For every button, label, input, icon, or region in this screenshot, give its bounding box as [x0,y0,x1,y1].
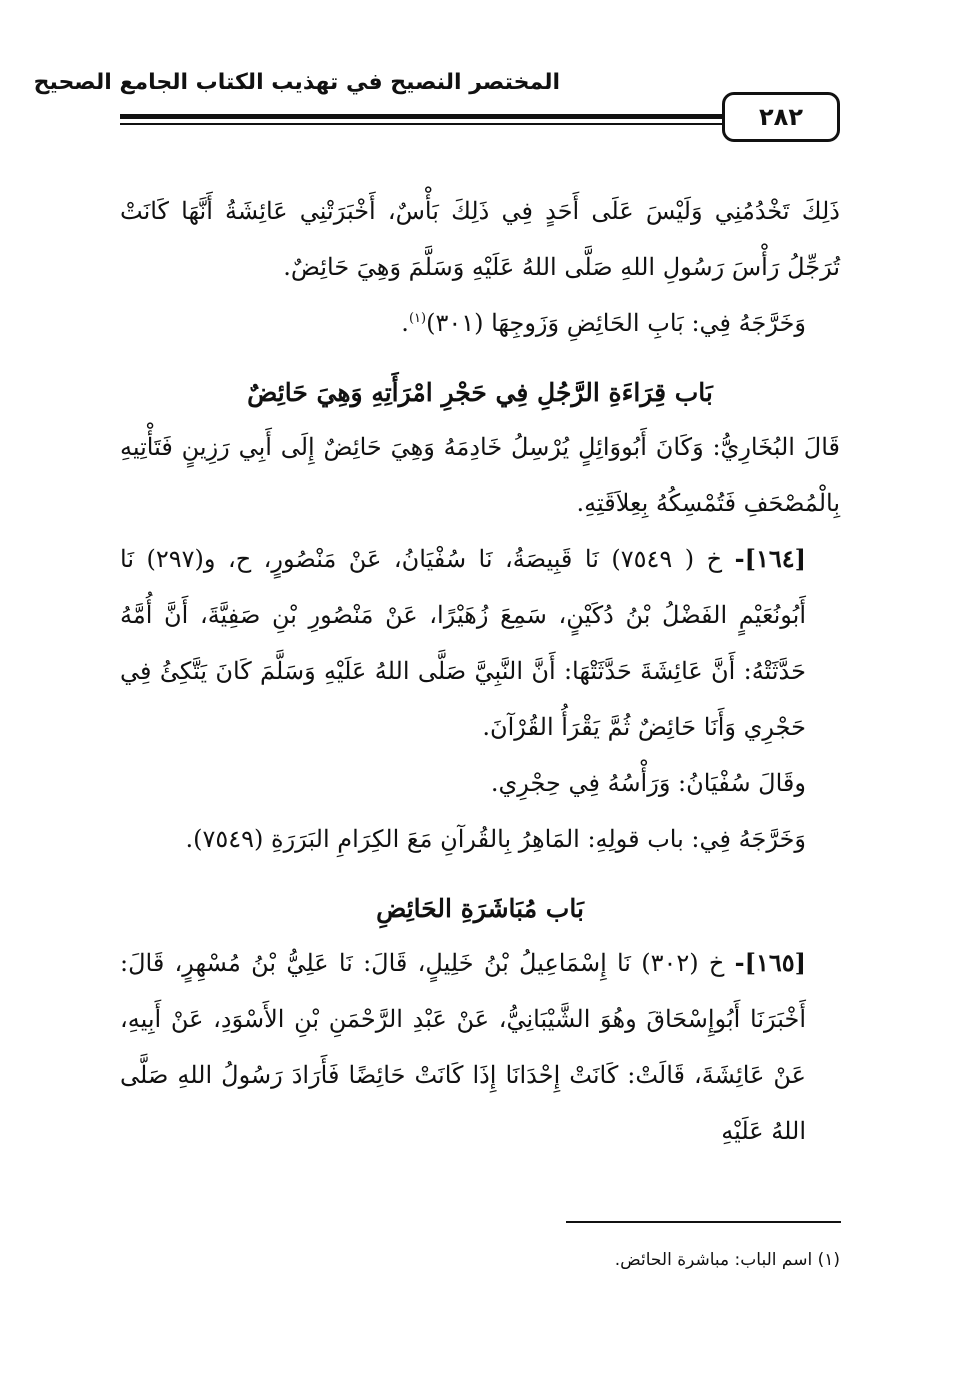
chapter-heading-2: بَاب مُبَاشَرَةِ الحَائِضِ [376,894,584,923]
footnote-marker: (١) [408,311,427,326]
hadith-164 [120,531,840,755]
takhrij-text: وَخَرَّجَهُ فِي: بَابِ الحَائِضِ وَزَوجِهَا (٣٠١) [426,309,806,337]
hadith-number: [١٦٤]- [734,544,806,573]
hadith-text: خ ( ٧٥٤٩) نَا قَبِيصَةُ، نَا سُفْيَانُ، عَنْ مَنْصُورٍ، ح، و(٢٩٧) نَا أَبُونُعَيْمٍ الفَضْلُ بْنُ دُكَيْنٍ، سَمِعَ زُهَيْرًا، عَنْ مَنْصُورِ بْنِ صَفِيَّةَ، أَنَّ أُمَّهُ حَدَّثَتْهُ: أَنَّ عَائِشَةَ حَدَّثَتْهَا: أَنَّ النَّبِيَّ صَلَّى اللهُ عَلَيْهِ وَسَلَّمَ كَانَ يَتَّكِئُ فِي حَجْرِي وَأَنَا حَائِضٌ ثُمَّ يَقْرَأُ القُرْآنَ. [120,545,806,741]
hadith-number-2: [١٦٥]- [734,948,806,977]
footnote: (١) اسم الباب: مباشرة الحائض. [614,1250,840,1270]
page-number: ٢٨٢ [722,92,840,142]
takhrij-end: . [401,309,409,337]
paragraph-sufyan: وقَالَ سُفْيَانُ: وَرَأْسُهُ فِي حِجْرِي. [490,769,806,797]
hadith-text-2: خ (٣٠٢) نَا إِسْمَاعِيلُ بْنُ خَلِيلٍ، قَالَ: نَا عَلِيُّ بْنُ مُسْهِرٍ، قَالَ: أَخْبَرَنَا أَبُوإِسْحَاقَ وهُوَ الشَّيْبَانِيُّ، عَنْ عَبْدِ الرَّحْمَنِ بْنِ الأَسْوَدِ، عَنْ أَبِيهِ، عَنْ عَائِشَةَ، قَالَتْ: كَانَتْ إِحْدَانَا إِذَا كَانَتْ حَائِضًا فَأَرَادَ رَسُولُ اللهِ صَلَّى اللهُ عَلَيْهِ [120,949,806,1145]
chapter-heading: بَاب قِرَاءَةِ الرَّجُلِ فِي حَجْرِ امْرَأَتِهِ وَهِيَ حَائِضٌ [247,378,713,407]
paragraph-takhrij [120,295,840,351]
running-title: المختصر النصيح في تهذيب الكتاب الجامع الصحيح [33,70,560,95]
paragraph-bukhari-note: قَالَ البُخَارِيُّ: وَكَانَ أَبُووَائِلٍ يُرْسِلُ خَادِمَهُ وَهِيَ حَائِضٌ إِلَى أَبِي رَزِينٍ فَتَأْتِيهِ بِالْمُصْحَفِ فَتُمْسِكُهُ بِعِلاَقَتِهِ. [120,433,840,517]
paragraph-continuation: ذَلِكَ تَخْدُمُنِي وَلَيْسَ عَلَى أَحَدٍ فِي ذَلِكَ بَأْسٌ، أَخْبَرَتْنِي عَائِشَةُ أَنَّهَا كَانَتْ تُرَجِّلُ رَأْسَ رَسُولِ اللهِ صَلَّى اللهُ عَلَيْهِ وَسَلَّمَ وَهِيَ حَائِضٌ. [120,197,840,281]
hadith-165 [120,935,840,1159]
paragraph-takhrij-2: وَخَرَّجَهُ فِي: باب قولِهِ: المَاهِرُ بِالقُرآنِ مَعَ الكِرَامِ البَرَرَةِ (٧٥٤٩). [185,825,806,853]
main-text [120,183,840,1159]
footnote-rule [566,1221,841,1223]
